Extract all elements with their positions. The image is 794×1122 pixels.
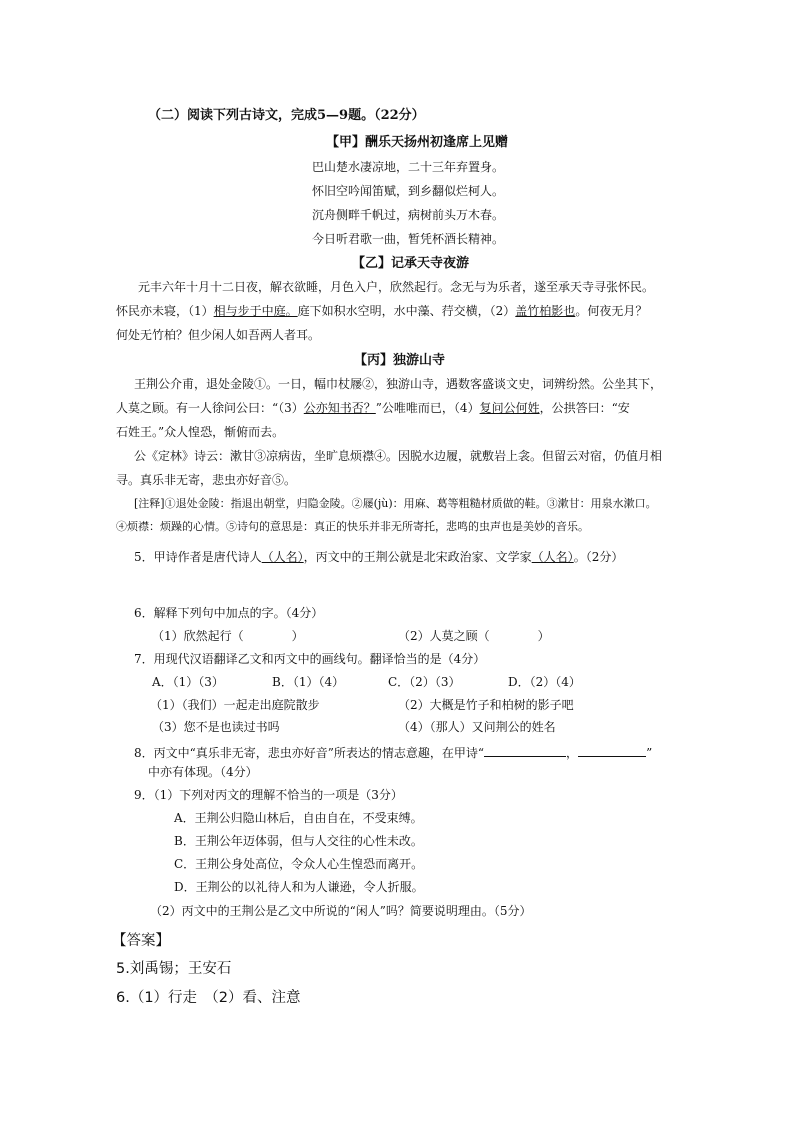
q7-option-d[interactable]: D．（2）（4） [508, 675, 581, 689]
q7-translation: （3）您不是也读过书吗 [152, 720, 280, 734]
q7-option-a[interactable]: A．（1）（3） [152, 675, 224, 689]
q5-segment: 5．甲诗作者是唐代诗人 [134, 550, 262, 564]
q7-translation: （4）（那人）又问荆公的姓名 [398, 720, 556, 734]
question-8-cont: 中亦有体现。（4分） [148, 765, 258, 779]
question-9-stem: 9．（1）下列对丙文的理解不恰当的一项是（3分） [134, 788, 403, 802]
text-bing-segment: ”公唯唯而已，（4） [375, 401, 480, 415]
question-8 [134, 742, 652, 760]
q6-item: （2）人莫之顾（ ） [398, 629, 550, 643]
section-heading: （二）阅读下列古诗文，完成5—9题。（22分） [148, 108, 425, 123]
q7-option-c[interactable]: C．（2）（3） [388, 675, 461, 689]
q5-answer-blank[interactable]: （人名） [261, 550, 304, 564]
q9-option-c[interactable]: C．王荆公身处高位，令众人心生惶恐而离开。 [174, 857, 424, 871]
text-bing-line: 公《定林》诗云：漱甘③凉病齿，坐旷息烦襟④。因脱水边履，就敷岩上衾。但留云对宿，仍值月相 [134, 449, 663, 463]
answer-5: 5.刘禹锡；王安石 [116, 961, 232, 977]
text-bing-segment: ，公拱答曰：“安 [539, 401, 630, 415]
text-bing-line: 王荆公介甫，退处金陵①。一日，幅巾杖屦②，独游山寺，遇数客盛谈文史，词辨纷然。公坐其下， [134, 377, 663, 391]
text-bing-line: 寻。真乐非无寄，悲虫亦好音⑤。 [116, 473, 297, 487]
q8-answer-blank[interactable] [484, 742, 566, 757]
text-yi-line: 何处无竹柏？但少闲人如吾两人者耳。 [116, 328, 321, 342]
text-bing-line [116, 401, 630, 415]
q9-option-b[interactable]: B．王荆公年迈体弱，但与人交往的心性未改。 [174, 834, 423, 848]
text-yi-line [116, 304, 647, 318]
answer-6: 6.（1）行走 （2）看、注意 [116, 990, 301, 1006]
q5-segment: ，丙文中的王荆公就是北宋政治家、文学家 [303, 550, 532, 564]
underlined-sentence-1: 相与步于中庭。 [213, 304, 298, 318]
poem-jia-line: 今日听君歌一曲，暂凭杯酒长精神。 [312, 232, 505, 246]
q7-option-b[interactable]: B．（1）（4） [272, 675, 345, 689]
underlined-sentence-4: 复问公何姓 [479, 401, 540, 415]
text-bing-title: 【丙】独游山寺 [354, 353, 446, 368]
q8-segment: ， [566, 746, 579, 760]
answers-label: 【答案】 [112, 933, 170, 949]
poem-jia-line: 怀旧空吟闻笛赋，到乡翻似烂柯人。 [312, 184, 505, 198]
text-bing-note: [注释]①退处金陵：指退出朝堂，归隐金陵。②屦(jù)：用麻、葛等粗糙材质做的鞋。③漱甘：用泉水漱口。 [134, 497, 657, 510]
q9-option-d[interactable]: D．王荆公的以礼待人和为人谦逊，令人折服。 [174, 880, 424, 894]
q7-translation: （2）大概是竹子和柏树的影子吧 [398, 698, 574, 712]
text-bing-segment: 人莫之顾。有一人徐问公曰：“（3） [116, 401, 304, 415]
text-yi-segment: 庭下如积水空明，水中藻、荇交横，（2） [297, 304, 516, 318]
text-yi-title: 【乙】记承天寺夜游 [352, 256, 470, 271]
underlined-sentence-3: 公亦知书否？ [303, 401, 376, 415]
text-yi-segment: 怀民亦未寝，（1） [116, 304, 214, 318]
question-5 [134, 550, 623, 564]
q6-item: （1）欣然起行（ ） [152, 629, 304, 643]
question-6-stem: 6．解释下列句中加点的字。（4分） [134, 606, 324, 620]
poem-jia-title: 【甲】酬乐天扬州初逢席上见赠 [326, 135, 509, 150]
question-7-stem: 7．用现代汉语翻译乙文和丙文中的画线句。翻译恰当的是（4分） [134, 652, 486, 666]
text-yi-segment: 。何夜无月？ [575, 304, 648, 318]
q7-translation: （1）（我们）一起走出庭院散步 [150, 698, 320, 712]
q8-answer-blank[interactable] [578, 742, 646, 757]
q9-option-a[interactable]: A．王荆公归隐山林后，自由自在，不受束缚。 [174, 811, 423, 825]
q8-segment: 8．丙文中“真乐非无寄，悲虫亦好音”所表达的情志意趣，在甲诗“ [134, 746, 485, 760]
underlined-sentence-2: 盖竹柏影也 [515, 304, 576, 318]
q5-segment: 。（2分） [573, 550, 624, 564]
poem-jia-line: 沉舟侧畔千帆过，病树前头万木春。 [312, 208, 505, 222]
text-yi-line: 元丰六年十月十二日夜，解衣欲睡，月色入户，欣然起行。念无与为乐者，遂至承天寺寻张怀民。 [138, 280, 655, 294]
text-bing-line: 石姓王。”众人惶恐，惭俯而去。 [116, 425, 285, 439]
q5-answer-blank[interactable]: （人名） [531, 550, 574, 564]
text-bing-note: ④烦襟：烦躁的心情。⑤诗句的意思是：真正的快乐并非无所寄托，悲鸣的虫声也是美妙的音乐。 [116, 520, 589, 533]
question-9-part2: （2）丙文中的王荆公是乙文中所说的“闲人”吗？简要说明理由。（5分） [150, 904, 532, 918]
poem-jia-line: 巴山楚水凄凉地，二十三年弃置身。 [312, 160, 505, 174]
q8-segment: ” [646, 746, 653, 760]
